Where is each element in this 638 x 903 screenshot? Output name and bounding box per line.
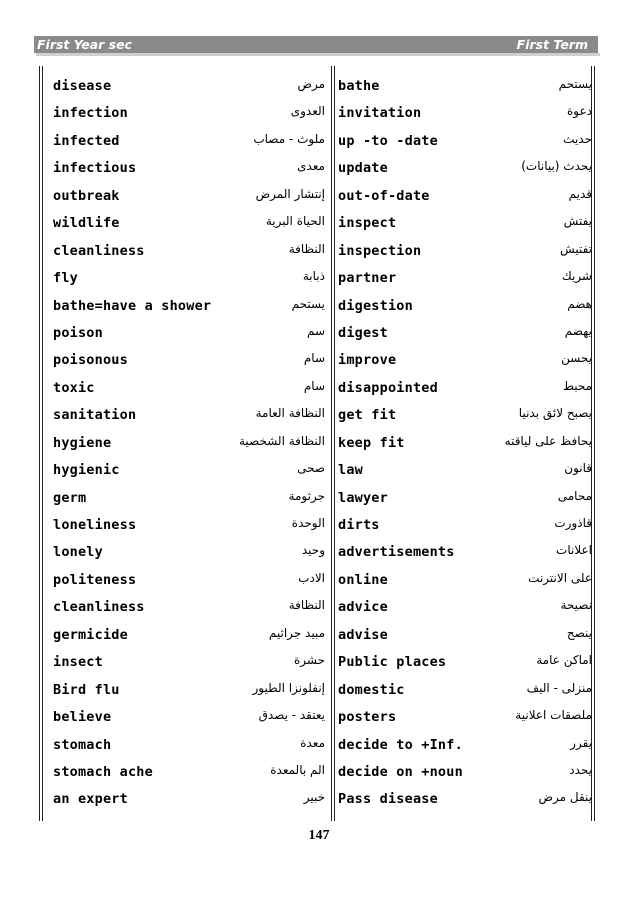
- english-term: inspection: [338, 242, 422, 259]
- vocabulary-row: [338, 401, 592, 428]
- arabic-translation: يحافظ على لياقته: [504, 433, 592, 448]
- arabic-translation: يصبح لائق بدنيا: [518, 406, 592, 421]
- table-border-left: [39, 66, 40, 821]
- vocabulary-row: [338, 484, 592, 511]
- english-term: Pass disease: [338, 791, 438, 808]
- vocabulary-row: [49, 292, 329, 319]
- arabic-translation: هضم: [567, 296, 592, 311]
- arabic-translation: ينصح: [566, 625, 592, 640]
- vocabulary-row: [49, 374, 329, 401]
- arabic-translation: شريك: [561, 269, 592, 284]
- arabic-translation: مرض: [297, 77, 325, 91]
- vocabulary-row: [49, 538, 329, 565]
- vocabulary-row: [338, 429, 592, 456]
- english-term: outbreak: [53, 187, 120, 204]
- english-term: improve: [338, 352, 397, 369]
- english-term: dirts: [338, 517, 380, 533]
- english-term: sanitation: [53, 407, 137, 424]
- arabic-translation: يقرر: [570, 735, 592, 750]
- english-term: insect: [53, 654, 103, 671]
- arabic-translation: دعوة: [567, 104, 592, 119]
- header-year-label: First Year sec: [37, 37, 132, 52]
- vocabulary-row: [338, 511, 592, 538]
- vocabulary-row: [338, 99, 592, 126]
- english-term: hygienic: [53, 462, 120, 479]
- english-term: stomach ache: [53, 763, 153, 780]
- arabic-translation: صحى: [297, 461, 325, 476]
- vocabulary-row: [338, 374, 592, 401]
- arabic-translation: قاذورت: [554, 516, 592, 530]
- english-term: an expert: [53, 791, 128, 808]
- arabic-translation: ملوث - مصاب: [253, 131, 325, 146]
- vocabulary-row: [338, 593, 592, 620]
- arabic-translation: محامى: [557, 488, 592, 503]
- arabic-translation: يعتقد - يصدق: [258, 708, 325, 723]
- arabic-translation: النظافة العامة: [255, 406, 325, 421]
- english-term: up -to -date: [338, 132, 438, 149]
- arabic-translation: إنفلونزا الطيور: [252, 680, 325, 695]
- vocabulary-row: [338, 621, 592, 648]
- english-term: bathe: [338, 78, 380, 94]
- english-term: cleanliness: [53, 242, 145, 259]
- english-term: partner: [338, 270, 397, 287]
- arabic-translation: اعلانات: [556, 543, 592, 558]
- vocabulary-row: [49, 484, 329, 511]
- arabic-translation: مبيد جراثيم: [268, 625, 325, 640]
- vocabulary-row: [49, 72, 329, 99]
- arabic-translation: الحياة البرية: [265, 214, 325, 229]
- english-term: germ: [53, 489, 87, 506]
- arabic-translation: ذبابة: [302, 269, 325, 284]
- english-term: bathe=have a shower: [53, 297, 212, 314]
- english-term: inspect: [338, 215, 397, 232]
- vocabulary-row: [338, 758, 592, 785]
- vocabulary-row: [338, 703, 592, 730]
- english-term: lonely: [53, 544, 103, 561]
- vocabulary-row: [49, 703, 329, 730]
- vocabulary-row: [338, 154, 592, 181]
- arabic-translation: ملصقات اعلانية: [515, 708, 592, 723]
- vocabulary-row: [338, 292, 592, 319]
- page-number: 147: [308, 828, 330, 843]
- arabic-translation: خبير: [303, 790, 325, 805]
- header-shadow: [36, 53, 600, 56]
- english-term: advise: [338, 626, 388, 643]
- vocabulary-row: [338, 237, 592, 264]
- english-term: online: [338, 571, 388, 588]
- arabic-translation: سم: [306, 323, 325, 338]
- vocabulary-row: [49, 429, 329, 456]
- arabic-translation: يحدث (بيانات): [521, 159, 592, 174]
- arabic-translation: سام: [303, 378, 325, 393]
- vocabulary-row: [49, 401, 329, 428]
- arabic-translation: سام: [303, 351, 325, 366]
- vocabulary-row: [49, 237, 329, 264]
- page-header: [34, 36, 598, 53]
- vocabulary-row: [49, 648, 329, 675]
- english-term: infection: [53, 105, 128, 122]
- english-term: law: [338, 462, 363, 479]
- vocabulary-row: [49, 182, 329, 209]
- english-term: infectious: [53, 160, 137, 177]
- arabic-translation: الوحدة: [291, 516, 325, 530]
- english-term: advice: [338, 599, 388, 616]
- vocabulary-row: [49, 264, 329, 291]
- english-term: disease: [53, 78, 112, 94]
- english-term: stomach: [53, 736, 112, 753]
- vocabulary-row: [49, 785, 329, 812]
- english-term: fly: [53, 270, 78, 287]
- english-term: politeness: [53, 571, 137, 588]
- arabic-translation: يفتش: [563, 214, 592, 229]
- arabic-translation: جرثومة: [288, 488, 325, 503]
- arabic-translation: النظافة: [288, 598, 325, 613]
- arabic-translation: حشرة: [293, 653, 325, 668]
- vocabulary-row: [338, 182, 592, 209]
- column-divider: [331, 66, 332, 821]
- english-term: disappointed: [338, 379, 438, 396]
- english-term: hygiene: [53, 434, 112, 451]
- vocabulary-row: [49, 593, 329, 620]
- vocabulary-row: [338, 209, 592, 236]
- english-term: wildlife: [53, 215, 120, 232]
- vocabulary-row: [49, 511, 329, 538]
- arabic-translation: حديث: [563, 131, 592, 146]
- english-term: Public places: [338, 654, 447, 671]
- vocabulary-row: [49, 154, 329, 181]
- english-term: poisonous: [53, 352, 128, 369]
- arabic-translation: ينقل مرض: [538, 790, 592, 805]
- arabic-translation: يستحم: [291, 296, 325, 311]
- vocabulary-row: [338, 127, 592, 154]
- english-term: cleanliness: [53, 599, 145, 616]
- vocabulary-row: [49, 566, 329, 593]
- vocabulary-row: [338, 72, 592, 99]
- vocabulary-row: [338, 648, 592, 675]
- arabic-translation: معدى: [297, 159, 325, 174]
- arabic-translation: معدة: [300, 735, 325, 750]
- vocabulary-row: [338, 785, 592, 812]
- arabic-translation: محبط: [562, 378, 592, 393]
- arabic-translation: نصيحة: [560, 598, 592, 613]
- table-border-right: [594, 66, 595, 821]
- vocabulary-row: [49, 758, 329, 785]
- arabic-translation: يستحم: [558, 77, 592, 91]
- left-vocabulary-column: [49, 72, 329, 813]
- vocabulary-row: [338, 538, 592, 565]
- right-vocabulary-column: [338, 72, 592, 813]
- english-term: out-of-date: [338, 187, 430, 204]
- vocabulary-row: [338, 346, 592, 373]
- english-term: digestion: [338, 297, 413, 314]
- vocabulary-row: [49, 127, 329, 154]
- arabic-translation: تفتيش: [560, 241, 592, 256]
- arabic-translation: يهضم: [564, 323, 592, 338]
- arabic-translation: اماكن عامة: [536, 653, 592, 668]
- arabic-translation: قديم: [568, 186, 592, 201]
- english-term: invitation: [338, 105, 422, 122]
- arabic-translation: وحيد: [301, 543, 325, 558]
- arabic-translation: منزلى - اليف: [526, 680, 592, 695]
- english-term: poison: [53, 324, 103, 341]
- english-term: believe: [53, 709, 112, 726]
- arabic-translation: النظافة الشخصية: [239, 433, 325, 448]
- english-term: germicide: [53, 626, 128, 643]
- english-term: domestic: [338, 681, 405, 698]
- arabic-translation: يحدد: [569, 762, 592, 777]
- english-term: toxic: [53, 379, 95, 396]
- vocabulary-row: [338, 676, 592, 703]
- english-term: keep fit: [338, 434, 405, 451]
- english-term: loneliness: [53, 517, 137, 533]
- vocabulary-row: [338, 264, 592, 291]
- english-term: decide to +Inf.: [338, 736, 463, 753]
- vocabulary-table: [39, 66, 595, 821]
- english-term: lawyer: [338, 489, 388, 506]
- english-term: decide on +noun: [338, 763, 463, 780]
- vocabulary-row: [338, 731, 592, 758]
- header-term-label: First Term: [516, 37, 588, 52]
- english-term: infected: [53, 132, 120, 149]
- arabic-translation: يحسن: [561, 351, 592, 366]
- vocabulary-row: [49, 731, 329, 758]
- arabic-translation: الم بالمعدة: [270, 762, 325, 777]
- english-term: posters: [338, 709, 397, 726]
- vocabulary-row: [49, 456, 329, 483]
- table-border-left-inner: [42, 66, 43, 821]
- vocabulary-row: [338, 456, 592, 483]
- vocabulary-row: [49, 99, 329, 126]
- arabic-translation: قانون: [564, 461, 592, 476]
- arabic-translation: إنتشار المرض: [255, 186, 325, 201]
- vocabulary-row: [338, 319, 592, 346]
- vocabulary-row: [49, 621, 329, 648]
- english-term: advertisements: [338, 544, 455, 561]
- column-divider-inner: [334, 66, 335, 821]
- english-term: update: [338, 160, 388, 177]
- vocabulary-row: [49, 676, 329, 703]
- arabic-translation: العدوى: [290, 104, 325, 119]
- arabic-translation: الادب: [298, 570, 325, 585]
- english-term: digest: [338, 324, 388, 341]
- english-term: Bird flu: [53, 681, 120, 698]
- english-term: get fit: [338, 407, 397, 424]
- arabic-translation: النظافة: [288, 241, 325, 256]
- arabic-translation: على الانترنت: [528, 570, 592, 585]
- vocabulary-row: [49, 209, 329, 236]
- vocabulary-row: [49, 319, 329, 346]
- vocabulary-row: [338, 566, 592, 593]
- vocabulary-row: [49, 346, 329, 373]
